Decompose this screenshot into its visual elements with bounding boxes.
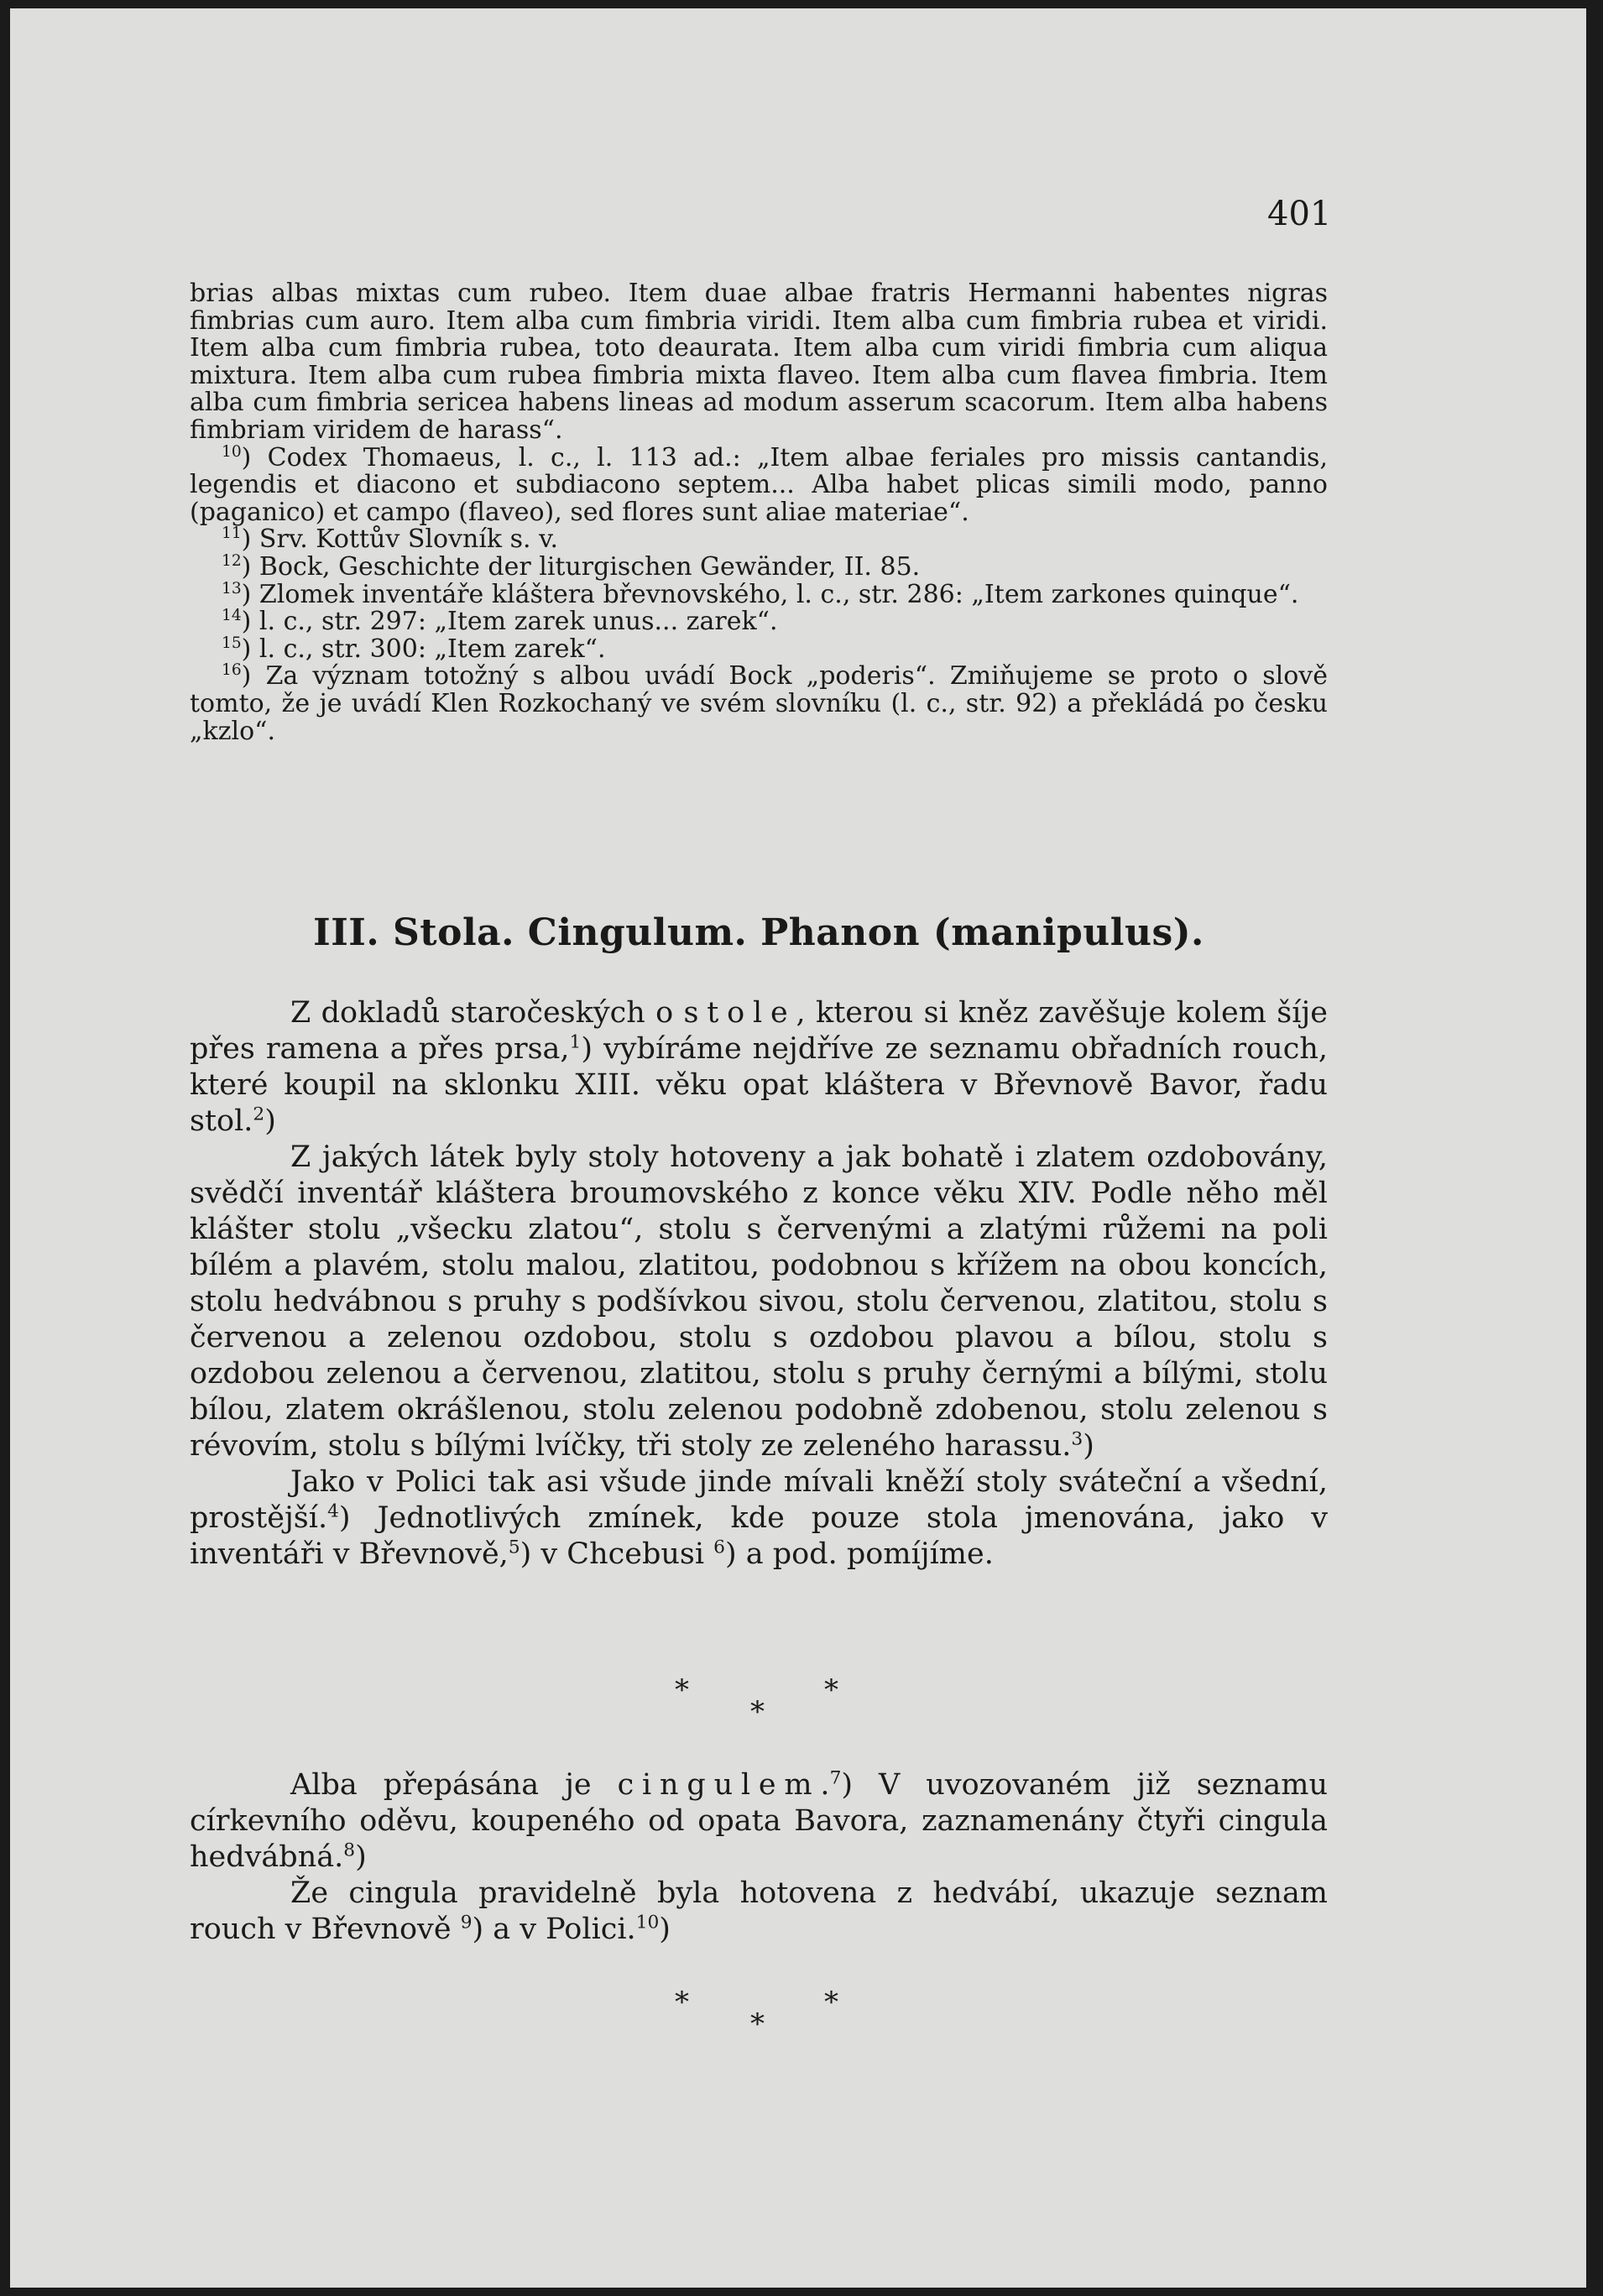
footnote-13: $^{13}$) Zlomek inventáře kláštera břevnovského, l. c., str. 286: „Item zarkones quinque“. xyxy=(222,579,1299,609)
footnote-marker: 16 xyxy=(222,661,242,680)
paragraph: Alba přepásána je cingulem.$^7$) V uvozovaném již seznamu církevního oděvu, koupeného od opata Bavora, zaznamenány čtyři cingula hedvábná.$^8$) xyxy=(190,1767,1328,1874)
paragraph: Z dokladů staročeských o stole, kterou si kněz zavěšuje kolem šíje přes ramena a přes prsa,$^1$) vybíráme nejdříve ze seznamu obřadních rouch, které koupil na sklonku XIII. věku opat kláštera v Břevnově Bavor, řadu stol.$^2$) xyxy=(190,996,1328,1138)
section-heading: III. Stola. Cingulum. Phanon (manipulus). xyxy=(313,911,1204,954)
page-number: 401 xyxy=(1267,195,1332,233)
footnote-ref: 8 xyxy=(343,1839,356,1861)
footnote-continuation: brias albas mixtas cum rubeo. Item duae albae fratris Hermanni habentes nigras fimbrias cum auro. Item alba cum fimbria viridi. Item alba cum fimbria rubea et viridi. Item alba cum fimbria rubea, toto deaurata. Item alba cum viridi fimbria cum aliqua mixtura. Item alba cum rubea fimbria mixta flaveo. Item alba cum flavea fimbria. Item alba cum fimbria sericea habens lineas ad modum asserum scacorum. Item alba habens fimbriam viridem de harass“. xyxy=(190,279,1328,445)
footnote-ref: 1 xyxy=(569,1031,582,1053)
footnotes xyxy=(190,280,1328,745)
footnote-text: Bock, Geschichte der liturgischen Gewänder, II. 85. xyxy=(258,551,921,582)
footnote-marker: 15 xyxy=(222,634,242,652)
footnote-11: $^{11}$) Srv. Kottův Slovník s. v. xyxy=(222,524,559,555)
footnote-ref: 7 xyxy=(829,1767,842,1789)
footnote-marker: 13 xyxy=(222,579,242,597)
asterism-divider xyxy=(10,1986,1603,2053)
footnote-text: l. c., str. 300: „Item zarek“. xyxy=(258,634,606,664)
footnote-ref: 4 xyxy=(327,1500,339,1522)
asterism-star: * xyxy=(675,1986,689,2019)
stola-section xyxy=(190,995,1328,1573)
footnote-marker: 12 xyxy=(222,551,242,570)
spaced-term: cingulem xyxy=(617,1768,821,1802)
footnote-15: $^{15}$) l. c., str. 300: „Item zarek“. xyxy=(222,634,606,664)
cingulum-section xyxy=(190,1767,1328,1948)
footnote-ref: 10 xyxy=(635,1912,660,1933)
footnote-text: l. c., str. 297: „Item zarek unus... zarek“. xyxy=(258,607,778,637)
footnote-marker: 11 xyxy=(222,524,242,543)
asterism-star: * xyxy=(824,1673,838,1707)
page-sheet xyxy=(10,8,1586,2288)
footnote-ref: 5 xyxy=(508,1537,520,1558)
footnote-marker: 10 xyxy=(222,442,242,461)
footnote-marker: 14 xyxy=(222,607,242,625)
spaced-term: stole xyxy=(683,996,796,1030)
asterism-star: * xyxy=(750,1695,765,1729)
footnote-text: Za význam totožný s albou uvádí Bock „poderis“. Zmiňujeme se proto o slově tomto, že je uvádí Klen Rozkochaný ve svém slovníku (l. c., str. 92) a překládá po česku „kzlo“. xyxy=(190,661,1329,746)
footnote-10: $^{10}$) Codex Thomaeus, l. c., l. 113 ad.: „Item albae feriales pro missis cantandis, legendis et diacono et subdiacono septem... Alba habet plicas simili modo, panno (paganico) et campo (flaveo), sed flores sunt aliae materiae“. xyxy=(190,442,1328,527)
footnote-16: $^{16}$) Za význam totožný s albou uvádí Bock „poderis“. Zmiňujeme se proto o slově tomto, že je uvádí Klen Rozkochaný ve svém slovníku (l. c., str. 92) a překládá po česku „kzlo“. xyxy=(190,661,1329,746)
footnote-ref: 3 xyxy=(1071,1428,1083,1450)
asterism-star: * xyxy=(824,1986,838,2019)
paragraph: Jako v Polici tak asi všude jinde mívali kněží stoly sváteční a všední, prostější.$^4$) Jednotlivých zmínek, kde pouze stola jmenována, jako v inventáři v Břevnově,$^5$) v Chcebusi $^6$) a pod. pomíjíme. xyxy=(190,1465,1328,1571)
footnote-12: $^{12}$) Bock, Geschichte der liturgischen Gewänder, II. 85. xyxy=(222,551,921,582)
footnote-text: Srv. Kottův Slovník s. v. xyxy=(258,524,559,555)
footnote-text: Codex Thomaeus, l. c., l. 113 ad.: „Item albae feriales pro missis cantandis, legendis et diacono et subdiacono septem... Alba habet plicas simili modo, panno (paganico) et campo (flaveo), sed flores sunt aliae materiae“. xyxy=(190,442,1328,527)
footnote-ref: 9 xyxy=(460,1912,473,1933)
asterism-divider xyxy=(10,1673,1603,1740)
footnote-ref: 6 xyxy=(713,1537,725,1558)
asterism-star: * xyxy=(750,2007,765,2041)
footnote-text: Zlomek inventáře kláštera břevnovského, l. c., str. 286: „Item zarkones quinque“. xyxy=(258,579,1299,609)
paragraph: Že cingula pravidelně byla hotovena z hedvábí, ukazuje seznam rouch v Břevnově $^9$) a v Polici.$^{10}$) xyxy=(190,1876,1328,1946)
footnote-14: $^{14}$) l. c., str. 297: „Item zarek unus... zarek“. xyxy=(222,607,778,637)
asterism-star: * xyxy=(675,1673,689,1707)
paragraph: Z jakých látek byly stoly hotoveny a jak bohatě i zlatem ozdobovány, svědčí inventář kláštera broumovského z konce věku XIV. Podle něho měl klášter stolu „všecku zlatou“, stolu s červenými a zlatými růžemi na poli bílém a plavém, stolu malou, zlatitou, podobnou s křížem na obou koncích, stolu hedvábnou s pruhy s podšívkou sivou, stolu červenou, zlatitou, stolu s červenou a zelenou ozdobou, stolu s ozdobou plavou a bílou, stolu s ozdobou zelenou a červenou, zlatitou, stolu s pruhy černými a bílými, stolu bílou, zlatem okrášlenou, stolu zelenou podobně zdobenou, stolu zelenou s révovím, stolu s bílými lvíčky, tři stoly ze zeleného harassu.$^3$) xyxy=(190,1140,1328,1463)
footnote-ref: 2 xyxy=(253,1104,265,1125)
